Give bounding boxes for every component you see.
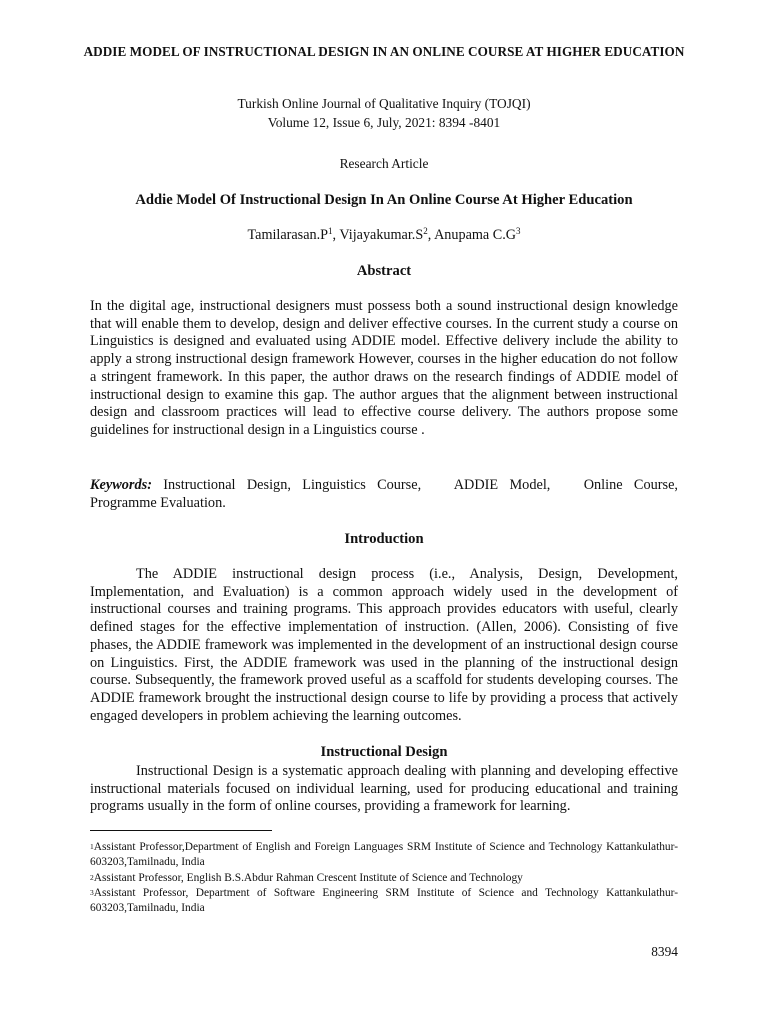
journal-info	[0, 94, 768, 132]
article-type: Research Article	[339, 156, 429, 171]
running-head: ADDIE MODEL OF INSTRUCTIONAL DESIGN IN AN ONLINE COURSE AT HIGHER EDUCATION	[83, 44, 685, 59]
footnote-text: Assistant Professor, Department of Software Engineering SRM Institute of Science and Technology Kattankulathur-603203,Tamilnadu, India	[90, 886, 678, 915]
author-separator: ,	[427, 227, 435, 243]
author-name: Anupama C.G	[434, 227, 517, 243]
author-list	[0, 227, 768, 244]
keyword-item: Online Course,	[583, 477, 678, 493]
journal-issue: Volume 12, Issue 6, July, 2021: 8394 -8401	[267, 115, 501, 130]
instructional-design-text: Instructional Design is a systematic approach dealing with planning and developing effective instructional materials focused on individual learning, used for producing educational and training programs usually in the form of online courses, providing a framework for learning.	[90, 763, 678, 815]
journal-name: Turkish Online Journal of Qualitative Inquiry (TOJQI)	[237, 96, 531, 111]
footnote-number: 2	[90, 872, 94, 882]
keywords-label: Keywords:	[90, 477, 152, 493]
article-title: Addie Model Of Instructional Design In An Online Course At Higher Education	[135, 192, 633, 208]
footnote-divider	[90, 830, 272, 831]
author-separator: ,	[332, 227, 340, 243]
author-affiliation-marker: 1	[328, 226, 333, 236]
keyword-item: Instructional Design, Linguistics Course,	[163, 477, 422, 493]
keywords	[90, 477, 678, 512]
footnotes	[90, 840, 678, 916]
footnote-number: 3	[90, 887, 94, 897]
footnote	[90, 840, 678, 871]
introduction-heading: Introduction	[344, 531, 424, 547]
footnote-number: 1	[90, 842, 94, 851]
footnote-text: Assistant Professor, English B.S.Abdur Rahman Crescent Institute of Science and Technology	[93, 871, 523, 884]
footnote	[90, 871, 678, 886]
keyword-item: Programme Evaluation.	[90, 494, 226, 511]
page-number: 8394	[651, 944, 678, 959]
instructional-design-heading: Instructional Design	[320, 744, 448, 760]
introduction-text: The ADDIE instructional design process (i.e., Analysis, Design, Development, Implementation, and Evaluation) is a common approach widely used in the development of instructional courses and training programs. This approach provides educators with useful, clearly defined stages for the effective implementation of instruction. (Allen, 2006). Consisting of five phases, the ADDIE framework was implemented in the development of an instructional design course on Linguistics. First, the ADDIE framework was used in the planning of the instructional design course. Subsequently, the framework proved useful as a scaffold for students developing courses. The ADDIE framework brought the instructional design course to life by providing a process that actively engaged developers in problem achieving the learning outcomes.	[90, 566, 678, 724]
footnote-text: Assistant Professor,Department of English and Foreign Languages SRM Institute of Science and Technology Kattankulathur-603203,Tamilnadu, India	[90, 841, 678, 869]
keyword-item: ADDIE Model,	[453, 477, 551, 493]
abstract-text: In the digital age, instructional designers must possess both a sound instructional design knowledge that will enable them to develop, design and deliver effective courses. In the current study a course on Linguistics is designed and evaluated using ADDIE model. Effective delivery include the ability to apply a strong instructional design framework However, courses in the higher education do not follow a stringent framework. In this paper, the author draws on the research findings of ADDIE model of instructional design to examine this gap. The author argues that the alignment between instructional design and classroom practices will lead to effective course delivery. The authors propose some guidelines for instructional design in a Linguistics course .	[90, 298, 678, 438]
author-name: Tamilarasan.P	[247, 227, 329, 243]
author-name: Vijayakumar.S	[339, 227, 424, 243]
author-affiliation-marker: 2	[423, 226, 428, 236]
footnote	[90, 886, 678, 917]
abstract-heading: Abstract	[356, 263, 412, 279]
author-affiliation-marker: 3	[516, 226, 521, 236]
